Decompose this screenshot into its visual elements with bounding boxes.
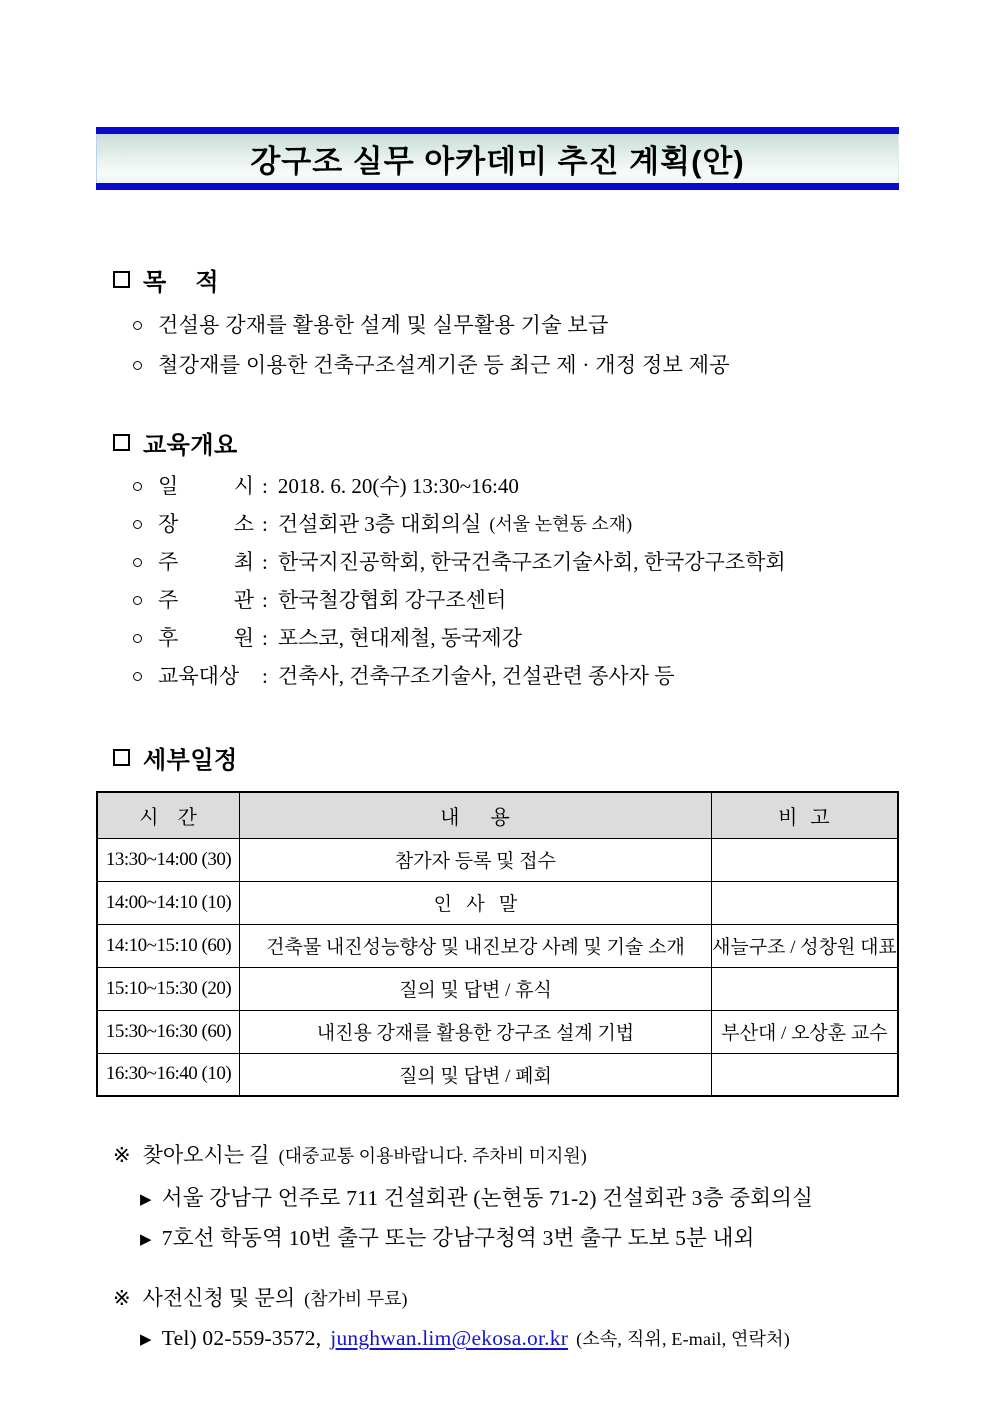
table-row: [97, 924, 898, 967]
overview-item-label: 일 시: [158, 474, 254, 498]
purpose-heading-row: [113, 262, 899, 297]
circle-bullet-icon: [133, 672, 142, 681]
purpose-item-text: 건설용 강재를 활용한 설계 및 실무활용 기술 보급: [158, 313, 609, 337]
schedule-col-content: 내 용: [240, 792, 712, 838]
overview-item-label: 주 관: [158, 588, 254, 612]
contact-suffix: (소속, 직위, E-mail, 연락처): [576, 1329, 790, 1349]
directions-note: (대중교통 이용바랍니다. 주차비 미지원): [278, 1146, 587, 1166]
schedule-note: 새늘구조 / 성창원 대표: [711, 924, 898, 967]
purpose-heading: 목 적: [143, 269, 220, 296]
overview-item-label: 장 소: [158, 512, 254, 536]
schedule-note: 부산대 / 오상훈 교수: [711, 1010, 898, 1053]
overview-heading-row: [113, 425, 899, 460]
overview-item-value: 건축사, 건축구조기술사, 건설관련 종사자 등: [277, 664, 675, 688]
arrow-bullet-icon: ▶: [140, 1332, 152, 1348]
schedule-heading: 세부일정: [143, 747, 238, 774]
table-row: [97, 881, 898, 924]
schedule-time: 16:30~16:40 (10): [97, 1053, 240, 1096]
contact-note: (참가비 무료): [304, 1289, 408, 1309]
schedule-note: [711, 838, 898, 881]
purpose-item: [133, 313, 899, 337]
title-banner: [96, 127, 899, 190]
overview-item: [133, 474, 899, 498]
schedule-time: 15:30~16:30 (60): [97, 1010, 240, 1053]
section-purpose: [96, 262, 899, 377]
banner-top-bar: [96, 127, 899, 134]
arrow-bullet-icon: ▶: [140, 1232, 152, 1248]
schedule-time: 14:00~14:10 (10): [97, 881, 240, 924]
overview-item: [133, 550, 899, 574]
directions-heading-row: [113, 1139, 899, 1169]
table-row: [97, 1010, 898, 1053]
schedule-header-row: [97, 792, 898, 838]
circle-bullet-icon: [133, 596, 142, 605]
circle-bullet-icon: [133, 321, 142, 330]
overview-item-label: 교육대상: [158, 664, 240, 688]
contact-tel-row: [140, 1325, 899, 1351]
schedule-content: 내진용 강재를 활용한 강구조 설계 기법: [240, 1010, 712, 1053]
square-bullet-icon: [113, 434, 130, 451]
schedule-table: [96, 791, 899, 1097]
square-bullet-icon: [113, 271, 130, 288]
overview-item: [133, 664, 899, 688]
circle-bullet-icon: [133, 634, 142, 643]
overview-item-separator: :: [262, 474, 268, 498]
contact-tel: Tel) 02-559-3572,: [161, 1326, 322, 1350]
overview-item-label: 후 원: [158, 626, 254, 650]
schedule-note: [711, 1053, 898, 1096]
circle-bullet-icon: [133, 520, 142, 529]
schedule-col-time: 시 간: [97, 792, 240, 838]
contact-title: 사전신청 및 문의: [142, 1286, 296, 1310]
schedule-content: 질의 및 답변 / 휴식: [240, 967, 712, 1010]
overview-item-value: 포스코, 현대제철, 동국제강: [277, 626, 522, 650]
overview-item-value: 2018. 6. 20(수) 13:30~16:40: [277, 474, 519, 498]
overview-heading: 교육개요: [143, 432, 238, 459]
overview-item: [133, 626, 899, 650]
schedule-content: 인 사 말: [240, 881, 712, 924]
overview-item-value: 한국철강협회 강구조센터: [277, 588, 507, 612]
circle-bullet-icon: [133, 558, 142, 567]
table-row: [97, 838, 898, 881]
reference-mark-icon: ※: [113, 1143, 131, 1167]
purpose-item-text: 철강재를 이용한 건축구조설계기준 등 최근 제 · 개정 정보 제공: [158, 353, 730, 377]
section-overview: [96, 425, 899, 688]
schedule-content: 질의 및 답변 / 폐회: [240, 1053, 712, 1096]
schedule-note: [711, 967, 898, 1010]
schedule-time: 15:10~15:30 (20): [97, 967, 240, 1010]
overview-item: [133, 512, 899, 536]
schedule-content: 참가자 등록 및 접수: [240, 838, 712, 881]
circle-bullet-icon: [133, 361, 142, 370]
overview-item-value: 한국지진공학회, 한국건축구조기술사회, 한국강구조학회: [277, 550, 786, 574]
schedule-heading-row: [113, 740, 899, 775]
directions-item-text: 서울 강남구 언주로 711 건설회관 (논현동 71-2) 건설회관 3층 중회의실: [161, 1186, 814, 1210]
directions-item: [140, 1181, 899, 1212]
table-row: [97, 1053, 898, 1096]
schedule-note: [711, 881, 898, 924]
overview-item-separator: :: [262, 512, 268, 536]
overview-item-separator: :: [262, 664, 268, 688]
directions-item-text: 7호선 학동역 10번 출구 또는 강남구청역 3번 출구 도보 5분 내외: [161, 1226, 755, 1250]
reference-mark-icon: ※: [113, 1286, 131, 1310]
banner-bottom-bar: [96, 183, 899, 190]
directions-item: [140, 1221, 899, 1252]
overview-item: [133, 588, 899, 612]
banner-body: [96, 134, 899, 183]
overview-item-separator: :: [262, 588, 268, 612]
directions-section: [96, 1139, 899, 1252]
schedule-content: 건축물 내진성능향상 및 내진보강 사례 및 기술 소개: [240, 924, 712, 967]
schedule-time: 14:10~15:10 (60): [97, 924, 240, 967]
page-title: 강구조 실무 아카데미 추진 계획(안): [250, 144, 745, 179]
overview-item-value: 건설회관 3층 대회의실: [277, 512, 482, 536]
table-row: [97, 967, 898, 1010]
schedule-time: 13:30~14:00 (30): [97, 838, 240, 881]
schedule-col-note: 비 고: [711, 792, 898, 838]
arrow-bullet-icon: ▶: [140, 1192, 152, 1208]
circle-bullet-icon: [133, 482, 142, 491]
overview-item-separator: :: [262, 550, 268, 574]
square-bullet-icon: [113, 749, 130, 766]
purpose-item: [133, 353, 899, 377]
contact-email-link[interactable]: junghwan.lim@ekosa.or.kr: [330, 1326, 569, 1350]
directions-title: 찾아오시는 길: [142, 1143, 270, 1167]
overview-item-note: (서울 논현동 소재): [489, 514, 633, 534]
contact-section: [96, 1282, 899, 1351]
overview-item-label: 주 최: [158, 550, 254, 574]
section-schedule: [96, 740, 899, 1097]
contact-heading-row: [113, 1282, 899, 1312]
overview-item-separator: :: [262, 626, 268, 650]
